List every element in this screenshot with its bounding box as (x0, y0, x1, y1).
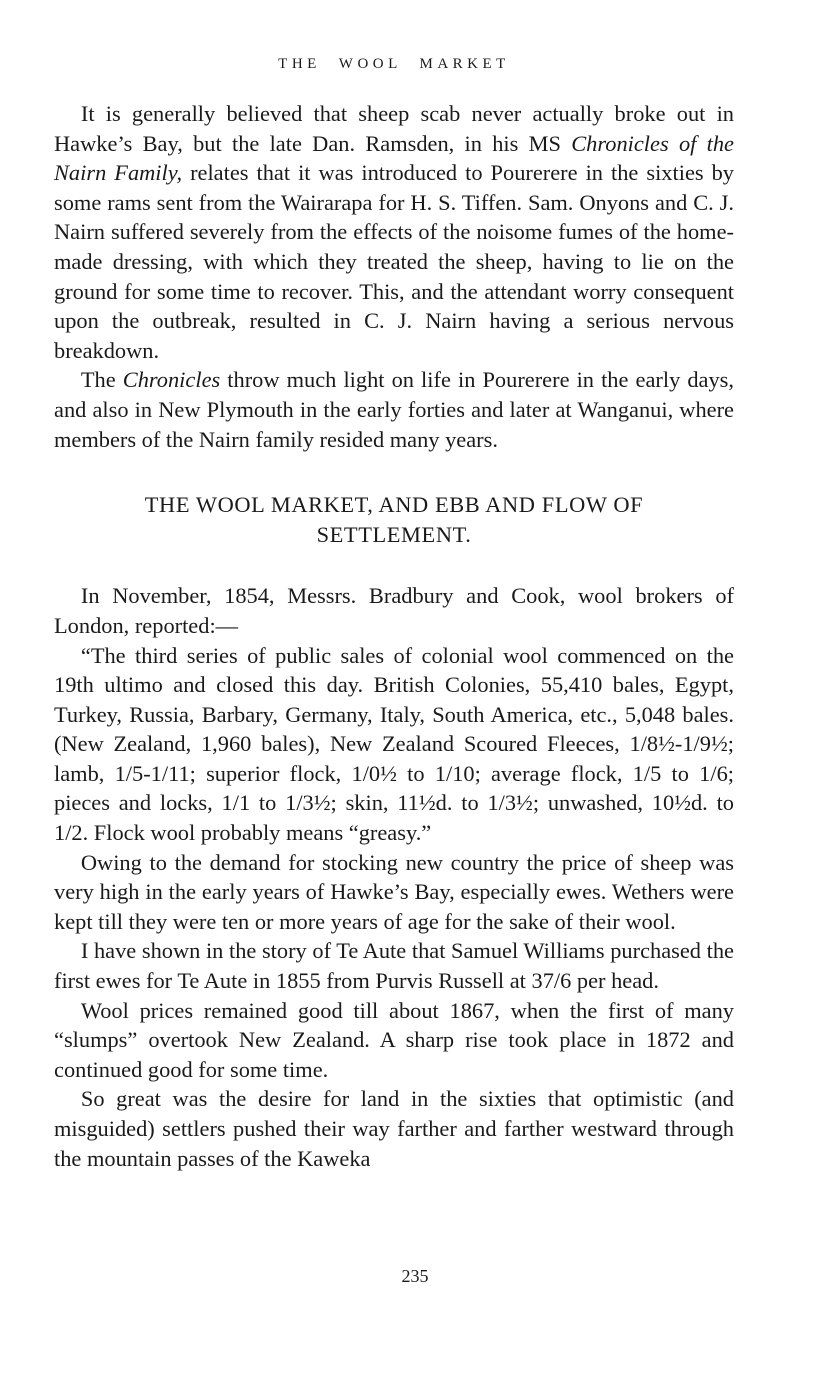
paragraph-sheep-scab (54, 99, 734, 365)
paragraph-wool-sales-quote: “The third series of public sales of colonial wool commenced on the 19th ultimo and closed this day. British Colonies, 55,410 bales, Egypt, Turkey, Russia, Barbary, Germany, Italy, South America, etc., 5,048 bales. (New Zealand, 1,960 bales), New Zealand Scoured Fleeces, 1/8½-1/9½; lamb, 1/5-1/11; superior flock, 1/0½ to 1/10; average flock, 1/5 to 1/6; pieces and locks, 1/1 to 1/3½; skin, 11½d. to 1/3½; unwashed, 10½d. to 1/2. Flock wool probably means “greasy.” (54, 642, 734, 846)
paragraph-text: It is generally believed that sheep scab never actually broke out in Hawke’s Bay, but the late Dan. Ramsden, in his MS (54, 101, 734, 156)
running-head: THE WOOL MARKET (278, 56, 510, 72)
paragraph-text: throw much light on life in Pourerere in the early days, and also in New Plymouth in the early forties and later at Wanganui, where members of the Nairn family resided many years. (54, 367, 734, 452)
paragraph-te-aute: I have shown in the story of Te Aute that Samuel Williams purchased the first ewes for Te Aute in 1855 from Purvis Russell at 37/6 per head. (54, 938, 734, 994)
paragraph-land-desire: So great was the desire for land in the sixties that optimistic (and misguided) settlers pushed their way farther and farther westward through the mountain passes of the Kaweka (54, 1086, 734, 1171)
section-title (54, 490, 734, 549)
book-title-italic: Chronicles of the Nairn Family, (54, 130, 734, 186)
paragraph-chronicles (54, 365, 734, 454)
paragraph-wool-prices: Wool prices remained good till about 1867, when the first of many “slumps” overtook New Zealand. A sharp rise took place in 1872 and continued good for some time. (54, 997, 734, 1082)
section-title-line-2: SETTLEMENT. (316, 521, 472, 547)
page-number: 235 (401, 1266, 429, 1286)
paragraph-text: relates that it was introduced to Pourerere in the sixties by some rams sent from the Wairarapa for H. S. Tiffen. Sam. Onyons and C. J. Nairn suffered severely from the effects of the noisome fumes of the home-made dressing, with which they treated the sheep, having to lie on the ground for some time to recover. This, and the attendant worry consequent upon the outbreak, resulted in C. J. Nairn having a serious nervous breakdown. (54, 160, 734, 363)
paragraph-text: The (80, 367, 123, 393)
paragraph-brokers-report: In November, 1854, Messrs. Bradbury and Cook, wool brokers of London, reported:— (54, 583, 734, 638)
book-title-italic: Chronicles (122, 367, 221, 393)
section-title-line-1: THE WOOL MARKET, AND EBB AND FLOW OF (144, 492, 644, 518)
paragraph-sheep-price: Owing to the demand for stocking new country the price of sheep was very high in the early years of Hawke’s Bay, especially ewes. Wethers were kept till they were ten or more years of age for the sake of their wool. (54, 849, 734, 934)
page-body (54, 50, 734, 1173)
